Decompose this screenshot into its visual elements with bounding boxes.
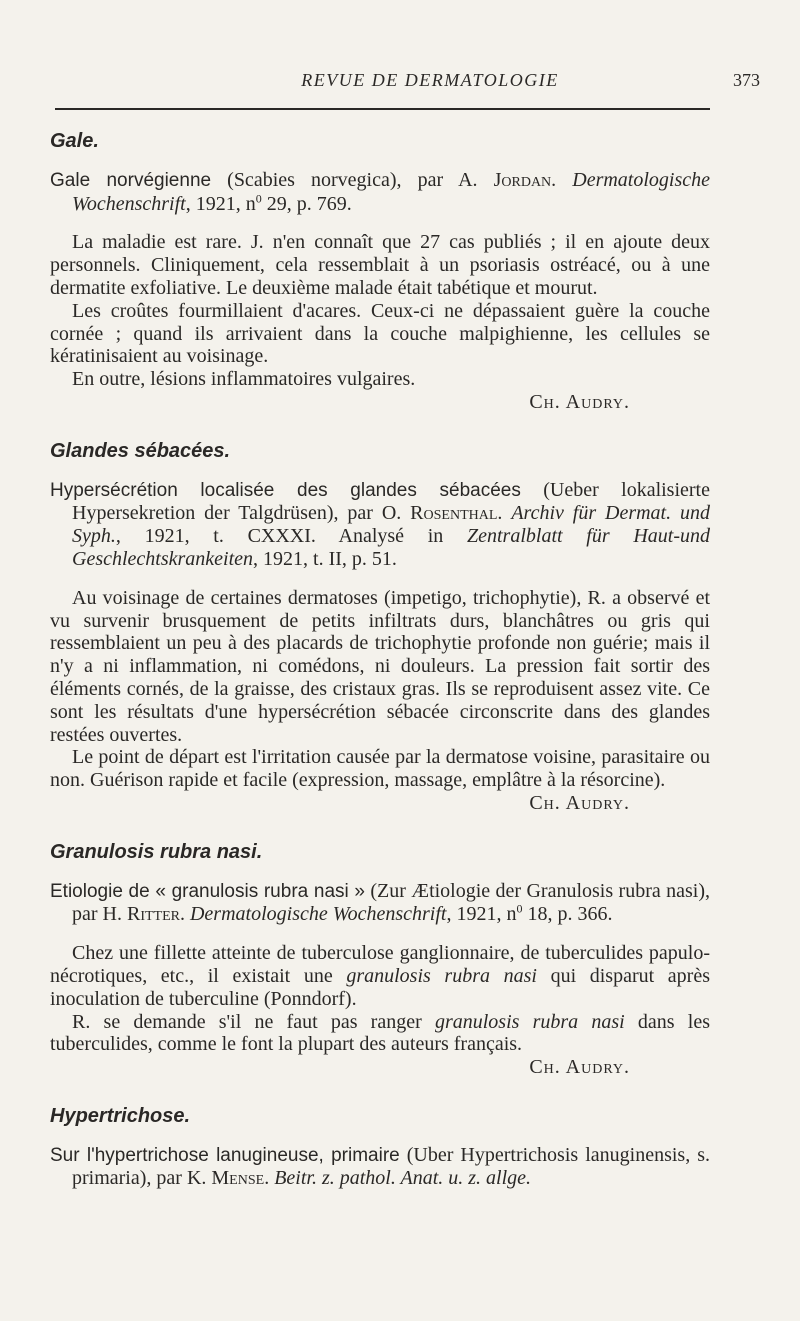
entry-citation-glandes xyxy=(50,479,710,571)
citation-text: (Ueber lokalisierte Hypersekretion der Talgdrüsen), par O. xyxy=(72,478,710,525)
entry-citation-hypertrichose xyxy=(50,1144,710,1191)
citation-superscript: 0 xyxy=(255,190,262,205)
citation-text: (Uber Hypertrichosis lanuginensis, s. primaria), par K. xyxy=(72,1143,710,1190)
citation-text: . xyxy=(264,1167,275,1190)
entry-title: Gale norvégienne xyxy=(50,169,212,191)
citation-superscript: 0 xyxy=(516,901,523,916)
section-heading-granulosis: Granulosis rubra nasi. xyxy=(50,840,263,863)
article-body xyxy=(50,130,710,1190)
paragraph: La maladie est rare. J. n'en connaît que 27 cas publiés ; il en ajoute deux personnels. Cliniquement, cela ressemblait à un psoriasis ostréacé, ou à une dermatite exfoliative. Le deuxième malade était tabétique et mourut. xyxy=(50,231,710,299)
citation-text: 18, p. 366. xyxy=(522,903,613,926)
header-rule xyxy=(55,108,710,110)
citation-author: Jordan xyxy=(493,168,552,191)
paragraph: Les croûtes fourmillaient d'acares. Ceux-ci ne dépassaient guère la couche cornée ; quand ils arrivaient dans la couche malpighienne, les cellules se kératinisaient au voisinage. xyxy=(50,299,710,368)
running-head xyxy=(50,70,760,94)
paragraph-text: qui disparut après inoculation de tuberculine (Ponndorf). xyxy=(50,964,710,1010)
paragraph-text: dans les tuberculides, comme le font la plupart des auteurs français. xyxy=(50,1010,710,1056)
paragraph: En outre, lésions inflammatoires vulgaires. xyxy=(72,368,416,391)
paragraph xyxy=(50,1011,710,1057)
citation-journal: Archiv für Dermat. und Syph. xyxy=(72,502,711,548)
citation-text: . xyxy=(179,903,190,926)
paragraph-text: Chez une fillette atteinte de tuberculose ganglionnaire, de tuberculides papulo-nécrotiques, etc., il existait une xyxy=(50,942,710,987)
section-heading-gale: Gale. xyxy=(50,130,99,152)
citation-author: Rosenthal xyxy=(410,502,498,525)
entry-citation-gale xyxy=(50,169,710,216)
section-heading-glandes: Glandes sébacées. xyxy=(50,439,231,462)
citation-author: Ritter xyxy=(126,903,180,926)
citation-journal: Dermatologische Wochenschrift xyxy=(72,168,711,215)
citation-journal: Zentralblatt für Haut-und Geschlechtskrankeiten xyxy=(72,525,710,570)
paragraph: Le point de départ est l'irritation causée par la dermatose voisine, parasitaire ou non. Guérison rapide et facile (expression, massage, emplâtre à la résorcine). xyxy=(50,746,710,792)
journal-title: REVUE DE DERMATOLOGIE xyxy=(301,70,559,90)
entry-citation-granulosis xyxy=(50,880,710,927)
citation-text: , 1921, t. CXXXI. Analysé in xyxy=(115,525,467,548)
citation-text: 29, p. 769. xyxy=(261,192,352,215)
author-signature: Ch. Audry. xyxy=(529,1056,630,1079)
page-number: 373 xyxy=(733,70,760,90)
citation-text: , 1921, t. II, p. 51. xyxy=(253,547,397,570)
italic-term: granulosis rubra nasi xyxy=(346,964,537,987)
entry-title: Sur l'hypertrichose lanugineuse, primaire xyxy=(50,1144,400,1166)
paragraph-text: R. se demande s'il ne faut pas ranger xyxy=(72,1010,435,1033)
citation-text: (Scabies norvegica), par A. xyxy=(211,168,494,191)
author-signature: Ch. Audry. xyxy=(529,791,630,814)
citation-journal: Beitr. z. pathol. Anat. u. z. allge. xyxy=(274,1167,532,1190)
paragraph: Au voisinage de certaines dermatoses (impetigo, trichophytie), R. a observé et vu survenir brusquement de petits infiltrats durs, blanchâtres ou gris qui ressemblaient un peu à des placards de trichophytie profonde non guérie; mais il n'y a ni inflammation, ni comédons, ni douleurs. La pression fait sortir des éléments cornés, de la graisse, des cristaux gras. Ils se reproduisent assez vite. Ce sont les résultats d'une hypersécrétion sébacée circonscrite dans des glandes restées ouvertes. xyxy=(50,586,710,746)
entry-title: Etiologie de « granulosis rubra nasi » xyxy=(50,880,365,902)
citation-text: . xyxy=(497,502,512,525)
author-signature: Ch. Audry. xyxy=(529,390,630,413)
entry-title: Hypersécrétion localisée des glandes sébacées xyxy=(50,479,521,501)
citation-text: (Zur Ætiologie der Granulosis rubra nasi), par H. xyxy=(72,879,710,926)
section-heading-hypertrichose: Hypertrichose. xyxy=(50,1104,191,1127)
citation-author: Mense xyxy=(211,1167,265,1190)
italic-term: granulosis rubra nasi xyxy=(434,1010,625,1033)
citation-journal: Dermatologische Wochenschrift xyxy=(189,903,447,926)
citation-text: , 1921, n xyxy=(185,192,256,215)
paragraph xyxy=(50,942,710,1010)
citation-text: , 1921, n xyxy=(446,903,517,926)
citation-text: . xyxy=(551,168,573,191)
